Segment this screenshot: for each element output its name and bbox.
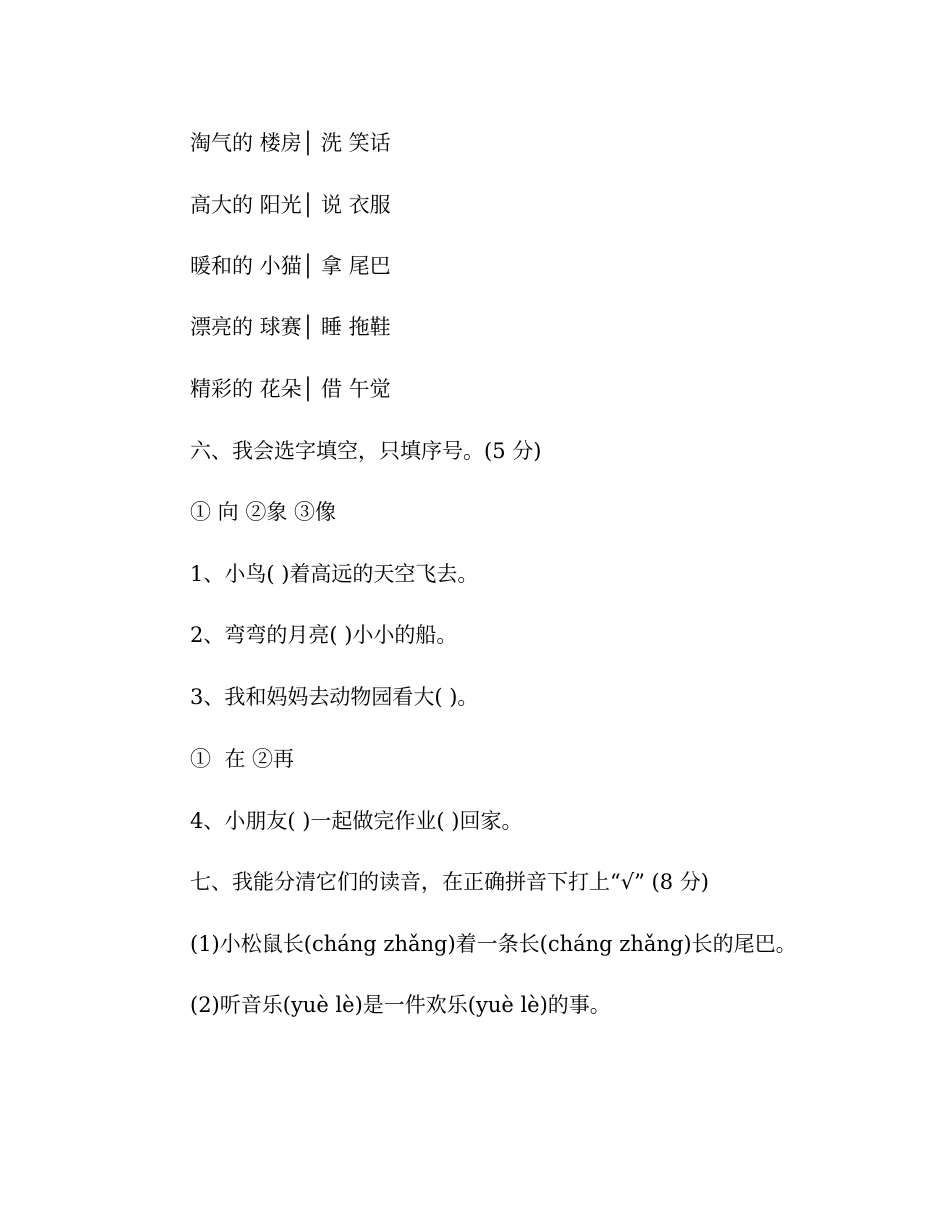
match-line-4: 漂亮的 球赛│ 睡 拖鞋 xyxy=(190,315,391,339)
pinyin-question-1: (1)小松鼠长(cháng zhǎng)着一条长(cháng zhǎng)长的尾巴。 xyxy=(190,932,797,956)
options-line-1: ① 向 ②象 ③像 xyxy=(190,500,337,524)
match-line-1: 淘气的 楼房│ 洗 笑话 xyxy=(190,131,391,155)
section-seven-heading: 七、我能分清它们的读音，在正确拼音下打上“√” (8 分) xyxy=(190,870,709,894)
match-line-5: 精彩的 花朵│ 借 午觉 xyxy=(190,377,391,401)
question-3: 3、我和妈妈去动物园看大( )。 xyxy=(190,685,479,709)
pinyin-question-2: (2)听音乐(yuè lè)是一件欢乐(yuè lè)的事。 xyxy=(190,993,611,1017)
question-1: 1、小鸟( )着高远的天空飞去。 xyxy=(190,562,479,586)
match-line-3: 暖和的 小猫│ 拿 尾巴 xyxy=(190,254,391,278)
question-4: 4、小朋友( )一起做完作业( )回家。 xyxy=(190,809,523,833)
options-line-2: ① 在 ②再 xyxy=(190,747,295,771)
match-line-2: 高大的 阳光│ 说 衣服 xyxy=(190,193,391,217)
section-six-heading: 六、我会选字填空，只填序号。(5 分) xyxy=(190,439,542,463)
question-2: 2、弯弯的月亮( )小小的船。 xyxy=(190,623,458,647)
